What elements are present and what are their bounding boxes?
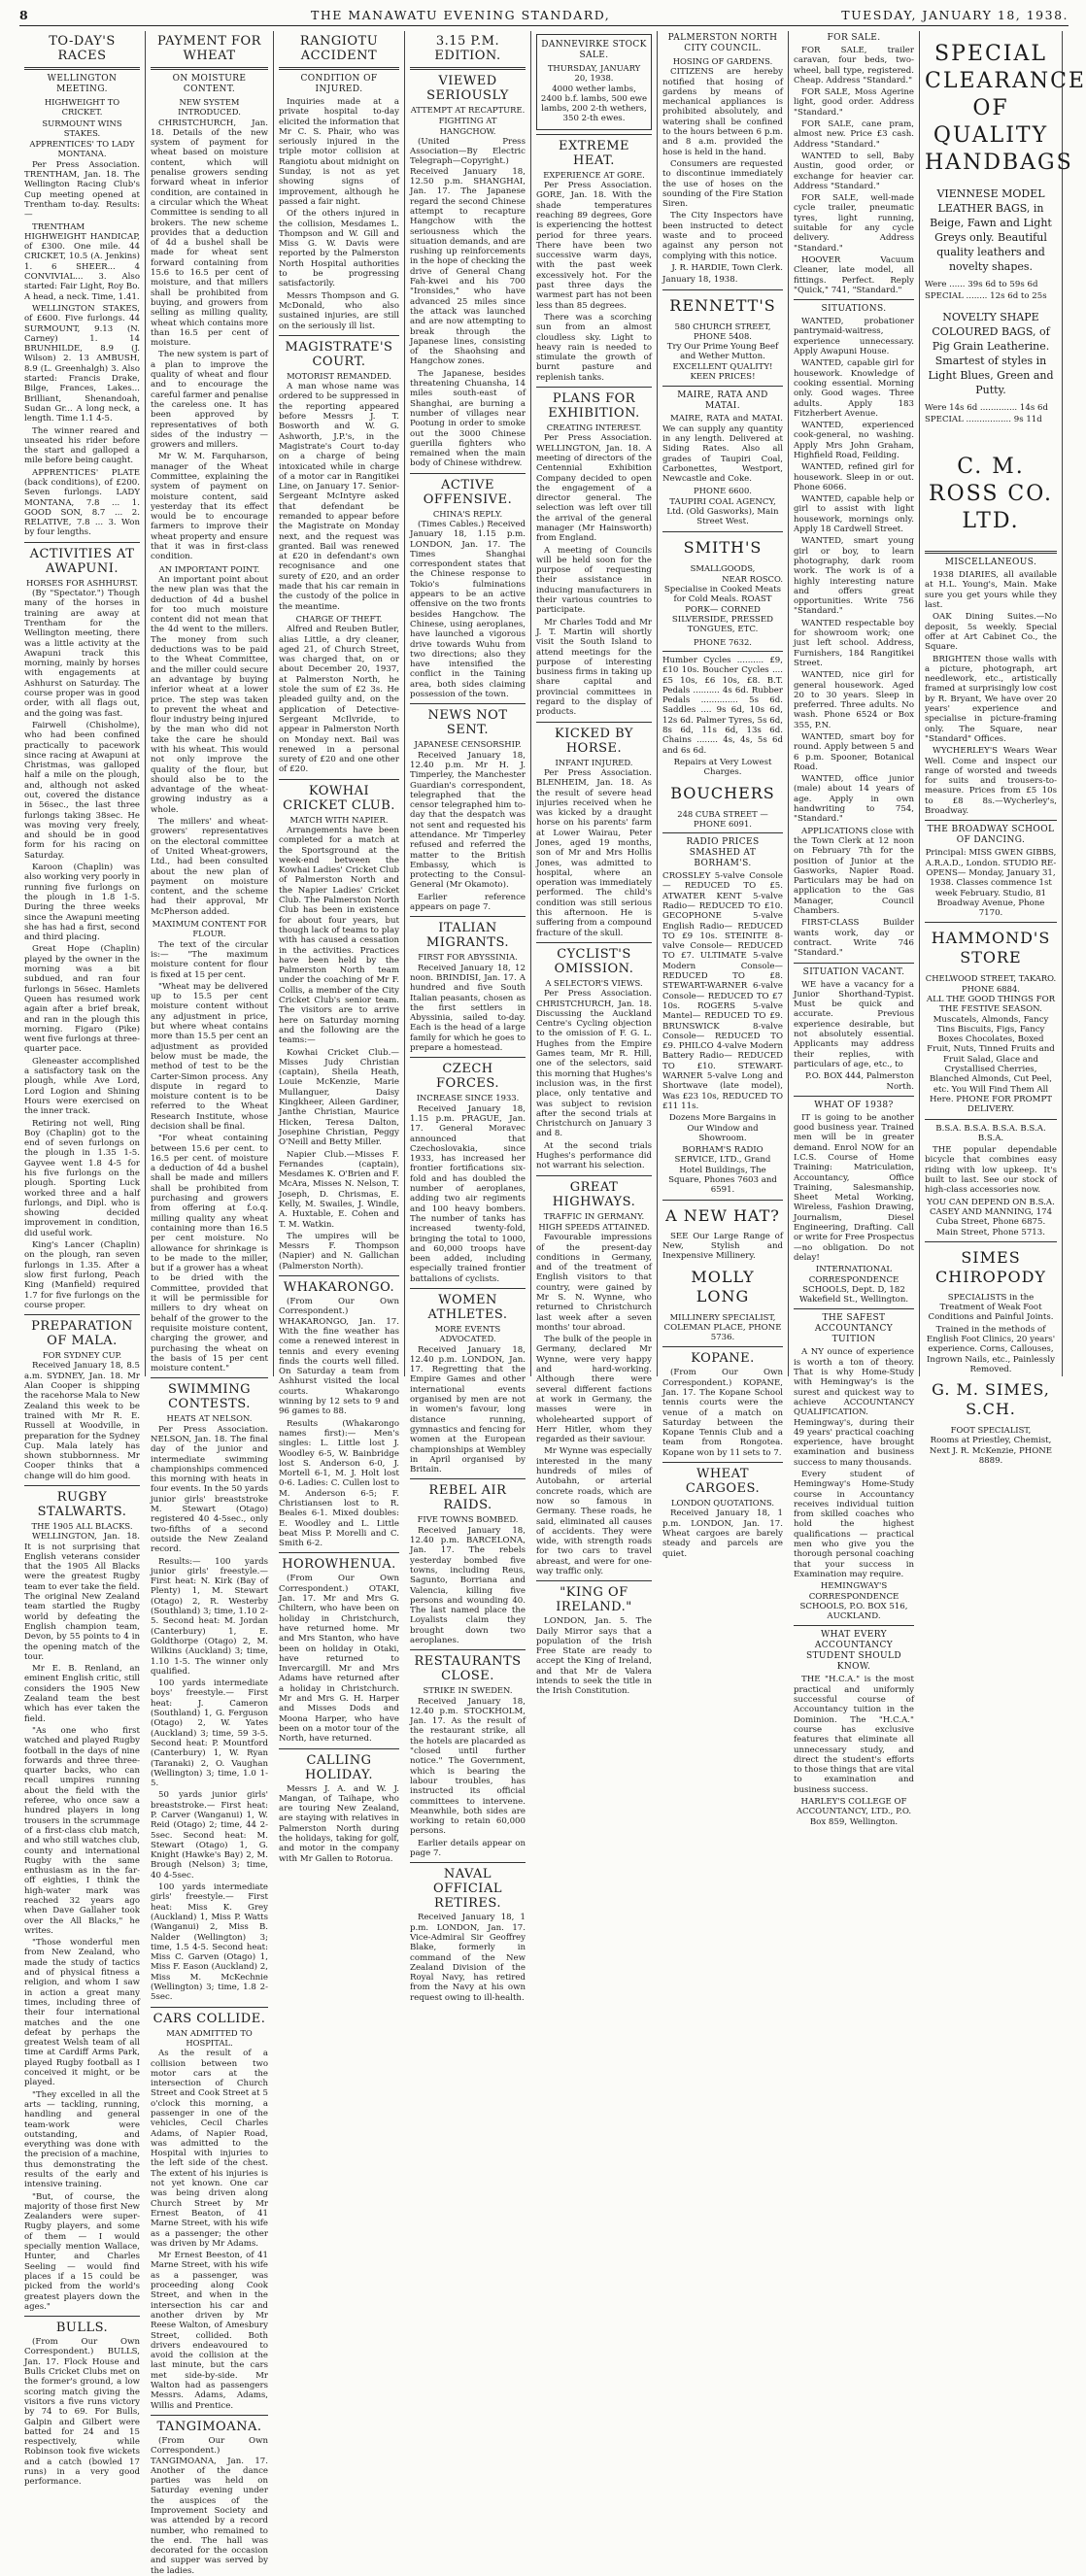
classified-ad: FOR SALE, cane pram, almost new. Price £3 cash. Address "Standard." xyxy=(794,119,914,150)
ad-bouchers: BOUCHERS xyxy=(670,783,775,802)
paragraph: INTERNATIONAL CORRESPONDENCE SCHOOLS, Dept. D, 182 Wakefield St., Wellington. xyxy=(798,1265,909,1305)
paragraph: WELLINGTON STAKES, of £600. Five furlongs. 44 SURMOUNT, 9.13 (N. Carney) 1. 14 BRUNHILDE, 8.9 (J. Wilson) 2. 13 AMBUSH, 8.9 (L. Greenhalgh) 3. Also started: Francis Drake, Bilge, Frances, Lakes... Brilliant, Shenandoah, Sudan Gr... A long neck, a length. Time 1.1 4-5. xyxy=(24,303,140,424)
paragraph: A meeting of Councils will be held soon for the purpose of requesting their assistance in inducing manufacturers in their various countries to participate. xyxy=(536,545,652,616)
column-classifieds xyxy=(789,31,920,1827)
paragraph: Retiring not well, Ring Boy (Chaplin) got to the end of seven furlongs on the plough in 1.35 1-5. Gayvee went 1.8 4-5 for his five furlongs on the plough. Sporting Luck worked three and a half furlongs, and Dipl. who is showing decided improvement in condition, did useful work. xyxy=(24,1118,140,1238)
paragraph: Received January 18, 8.5 a.m. SYDNEY, Jan. 18. Mr Alan Cooper is shipping the racehorse Mala to New Zealand this week to be trained with Mr R. E. Russell at Woodville, in preparation for the Sydney Cup. Mala lately has shown stubbornness. Mr Cooper thinks that a change will do him good. xyxy=(24,1361,140,1481)
caption: HEATS AT NELSON. xyxy=(166,1413,253,1424)
headline-todays-races: TO-DAY'S RACES xyxy=(49,34,116,63)
headline-kicked-by-horse: KICKED BY HORSE. xyxy=(555,726,633,756)
paragraph: SPECIALISTS in the Treatment of Weak Foot Conditions and Painful Joints. xyxy=(928,1292,1054,1323)
caption: NEAR ROSCO. xyxy=(722,573,783,584)
headline-restaurants-close: RESTAURANTS CLOSE. xyxy=(414,1654,522,1684)
column-wheat xyxy=(146,31,274,2576)
classified-ad: WANTED, capable girl for housework. Knowledge of cooking essential. Morning only. Good wages. Three adults. Apply 183 Fitzherbert Avenue. xyxy=(794,358,914,419)
price-line: SPECIAL ........ 12s 6d to 25s xyxy=(925,291,1047,302)
signature: J. R. HARDIE, Town Clerk. xyxy=(671,262,783,273)
paragraph: Principal: MISS GWEN GIBBS, A.R.A.D., London. STUDIO RE-OPENS— Monday, January 31, 1938. Classes commence 1st week February. Studio, 81 Broadway Avenue, Phone 7170. xyxy=(925,848,1057,919)
paragraph: A NY ounce of experience is worth a ton of theory. That is why Home-Study with Hemingway's is the surest and quickest way to achieve ACCOUNTANCY QUALIFICATION. Hemingway's, during their 49 years' practical coaching experience, have brought examination and business success to many thousands. xyxy=(794,1347,914,1468)
paragraph: Mr Ernest Beeston, of 41 Marne Street, with his wife as a passenger, was proceeding along Cook Street, and when in the intersection his car and another driven by Mr Reese Walton, of Amesbury Street, collided. Both drivers endeavoured to avoid the collision at the last minute, but the cars met side-by-side. Mr Walton had as passengers Messrs. Adams, Adams, Willis and Prentice. xyxy=(151,2251,268,2411)
classified-ad: FOR SALE, well-made cycle trailer, pneumatic tyres, light running, suitable for any cycle delivery. Address "Standard." xyxy=(794,193,914,254)
subhead: MISCELLANEOUS. xyxy=(944,558,1037,568)
paragraph: NOVELTY SHAPE COLOURED BAGS, of Pig Grain Leatherine. Smartest of styles in Light Blues, Green and Putty. xyxy=(928,310,1054,396)
paragraph: Dozens More Bargains in Our Window and Showroom. xyxy=(668,1113,777,1143)
headline-rugby: RUGBY STALWARTS. xyxy=(37,1490,127,1519)
headline-cars-collide: CARS COLLIDE. xyxy=(153,2011,266,2026)
subhead: CONDITION OF INJURED. xyxy=(300,74,378,94)
paragraph: (From Our Own Correspondent.) BULLS, Jan. 17. Flock House and Bulls Cricket Clubs met on the former's ground, a low scoring match giving the visitors a five runs victory by 74 to 69. For Bulls, Galpin and Gilbert were batted for 24 and 15 respectively, while Robinson took five wickets and a catch (bowled 17 runs) in a very good performance. xyxy=(24,2337,140,2488)
subhead: THE BROADWAY SCHOOL OF DANCING. xyxy=(927,825,1055,846)
headline-rangiotu: RANGIOTU ACCIDENT xyxy=(299,34,379,63)
paragraph: Earlier reference appears on page 7. xyxy=(410,892,526,913)
caption: FIRST FOR ABYSSINIA. xyxy=(418,952,518,963)
paragraph: Results (Whakarongo names first):— Men's singles: L. Little lost J. Woodley 6-5, W. Bainbridge lost S. Anderson 6-0, J. Mortell 6-1, M. J. Holt lost 0-6. Ladies: C. Cullen lost to M. Anderson 6-5; F. Christiansen lost to R. Beales 6-1. Mixed doubles: E. Woodley and L. Little beat Miss P. Morelli and C. Smith 6-2. xyxy=(279,1418,399,1549)
paragraph: THE popular dependable bicycle that combines easy riding with low upkeep. It's built to last. See our stock of high-class accessories now. xyxy=(925,1145,1057,1196)
paragraph: Messrs J. A. and W. J. Mangan, of Taihape, who are touring New Zealand, are staying with relatives in Palmerston North during the holidays, taking for golf, and motor in the company with Mr Gallen to Rotorua. xyxy=(279,1783,399,1864)
caption: A SELECTOR'S VIEWS. xyxy=(545,977,643,988)
classified-ad: HOOVER Vacuum Cleaner, late model, all fittings. Perfect. Reply "Quick," 741, "Standard." xyxy=(794,254,914,295)
headline-mala: PREPARATION OF MALA. xyxy=(31,1319,133,1349)
paragraph: (By "Spectator.") Though many of the horses in training are away at Trentham for the Wellington meeting, there was a little activity at the Awapuni track this morning, mainly by horses with engagements at Ashhurst on Saturday. The course proper was in good order, with all flags out, and the going was fast. xyxy=(24,589,140,719)
ad-handbags-headline: SPECIAL CLEARANCE OF QUALITY HANDBAGS xyxy=(925,42,1086,175)
ad-smiths: SMITH'S xyxy=(683,537,763,557)
headline-rebel-air-raids: REBEL AIR RAIDS. xyxy=(428,1483,507,1513)
paragraph: As the result of a collision between two motor cars at the intersection of Church Street and Cook Street at 5 o'clock this morning, a passenger in one of the vehicles, Cecil Charles Adams, of Napier Road, was admitted to the Hospital with injuries to the left side of the chest. The extent of his injuries is not yet known. One car was being driven along Church Street by Mr Ernest Beaton, of 41 Marne Street, with his wife as a passenger; the other was driven by Mr Adams. xyxy=(151,2049,268,2249)
paragraph: Rooms at Priestley, Chemist, Next J. R. McKenzie, PHONE 8889. xyxy=(929,1436,1053,1467)
subhead: PALMERSTON NORTH CITY COUNCIL. xyxy=(667,33,778,53)
ad-molly-long: MOLLY LONG xyxy=(691,1267,755,1305)
phone-number: PHONE 7632. xyxy=(694,636,752,647)
paragraph: LONDON, Jan. 5. The Daily Mirror says that a population of the Irish Free State are ready to accept the King of Ireland, and that Mr de Valera intends to seek the title in the Irish Constitution. xyxy=(536,1616,652,1697)
paragraph: The text of the circular is:— "The maximum moisture content for flour is fixed at 15 per cent. xyxy=(151,939,268,980)
paragraph: The umpires will be Messrs F. Thompson (Napier) and N. Gallichan (Palmerston North). xyxy=(279,1231,399,1271)
headline-italian-migrants: ITALIAN MIGRANTS. xyxy=(425,921,510,951)
paragraph: The Japanese, besides threatening Chuansha, 14 miles south-east of Shanghai, are burning a number of villages near Pootung in order to smoke out the 3000 Chinese guerilla fighters who remained when the main body of Chinese withdrew. xyxy=(410,368,526,469)
caption: TRAFFIC IN GERMANY. xyxy=(543,1210,645,1221)
paragraph: CHRISTCHURCH, Jan. 18. Details of the new system of payment for wheat based on moisture content, which will penalise growers sending forward wheat in inferior condition, are contained in a circular which the Wheat Committee is sending to all brokers. The new scheme provides that a deduction of 4d a bushel shall be made for wheat sent forward containing from 15.6 to 16.5 per cent of moisture, and that millers shall be prohibited from buying, and growers from selling as milling quality, wheat which contains more than 16.5 per cent of moisture. xyxy=(151,118,268,349)
headline-awapuni: ACTIVITIES AT AWAPUNI. xyxy=(29,546,135,576)
headline-active-offensive: ACTIVE OFFENSIVE. xyxy=(423,477,513,507)
caption: FIGHTING AT HANGCHOW. xyxy=(438,116,497,136)
caption: INCREASE SINCE 1933. xyxy=(416,1093,520,1103)
subhead: FOR SALE. xyxy=(827,33,881,43)
subhead: THE SAFEST ACCOUNTANCY TUITION xyxy=(814,1313,894,1345)
headline-cyclists-omission: CYCLIST'S OMISSION. xyxy=(554,946,634,976)
classified-ad: FIRST-CLASS Builder wants work, day or contract. Write 746 "Standard." xyxy=(794,918,914,959)
paragraph: 100 yards intermediate girls' freestyle.— First heat: Miss K. Grey (Auckland) 1, Miss P. Watts (Wanganui) 2, Miss B. Nalder (Wellington) 3; time, 1.5 4-5. Second heat: Miss C. Garven (Otago) 1, Miss F. Eason (Auckland) 2, Miss M. McKechnie (Wellington) 3; time, 1.8 2-5sec. xyxy=(151,1882,268,2003)
classified-ad: APPLICATIONS close with the Town Clerk at 12 noon on February 7th for the position of Junior at the Gasworks, Napier Road. Particulars may be had on application to the Gas Manager, Council Chambers. xyxy=(794,826,914,917)
phone-number: PHONE 6600. xyxy=(694,486,752,496)
caption: 248 CUBA STREET — PHONE 6091. xyxy=(677,808,768,829)
caption: MAN ADMITTED TO HOSPITAL. xyxy=(166,2027,253,2048)
column-display-ads xyxy=(920,31,1086,1467)
paragraph: CITIZENS are hereby notified that hosing of gardens by means of mechanical appliances is prohibited absolutely, and watering shall be confined to the hours between 6 p.m. and 8 a.m. provided the hose is held in the hand. xyxy=(662,67,783,157)
classified-ad: WANTED, smart boy for round. Apply between 5 and 6 p.m. Spooner, Botanical Road. xyxy=(794,732,914,772)
paragraph: Try Our Prime Young Beef and Wether Mutton. EXCELLENT QUALITY! KEEN PRICES! xyxy=(666,342,779,383)
paragraph: 50 yards junior girls' breaststroke.— First heat: P. Carver (Wanganui) 1, W. Reid (Otago) 2; time, 44 2-5sec. Second heat: M. Stewart (Otago) 1, G. Knight (Hawke's Bay) 2, M. Brough (Nelson) 3; time, 40 4-5sec. xyxy=(151,1790,268,1881)
paragraph: A man whose name was ordered to be suppressed in the reporting appeared before Messrs J. T. Bosworth and W. G. Ashworth, J.P.'s, in the Magistrate's Court to-day on a charge of being intoxicated while in charge of a motor car in Rangitikei Line, on January 17. Senior-Sergeant McIntyre asked that defendant be remanded to appear before the Magistrate on Monday next, and the request was granted. Bail was renewed at £20 in defendant's own recognisance and one surety of £20, and an order made that his car remain in the custody of the police in the meantime. xyxy=(279,382,399,612)
paragraph: (From Our Own Correspondent.) OTAKI, Jan. 17. Mr and Mrs G. Chiltern, who have been on holiday in Christchurch, have returned home. Mr and Mrs Stanton, who have been on holiday in Otaki, have returned to Invercargill. Mr and Mrs Adams have returned after a holiday in Christchurch. Mr and Mrs G. H. Harper and Misses Dods and Moona Harper, who have been on a motor tour of the North, have returned. xyxy=(279,1574,399,1745)
issue-date: TUESDAY, JANUARY 18, 1938. xyxy=(841,8,1069,22)
paragraph: 100 yards intermediate boys' freestyle.— First heat: J. Cameron (Southland) 1, G. Ferguson (Otago) 2, W. Yates (Auckland) 3; time, 59 3-5. Second heat: P. Mountford (Canterbury) 1, W. Ryan (Taranaki) 2, O. Vaughan (Wellington) 3; time, 1.0 1-5. xyxy=(151,1678,268,1789)
subhead: RADIO PRICES SMASHED AT BORHAM'S. xyxy=(686,837,760,869)
paragraph: Received January 18, 12.40 p.m. STOCKHOLM, Jan. 17. As the result of the restaurant strike, all the hotels are placarded as "closed until further notice." The Government, which is bearing the labour troubles, has instructed its official committees to intervene. Meanwhile, both sides are working to retain 60,000 persons. xyxy=(410,1696,526,1837)
subhead: WHAT OF 1938? xyxy=(814,1100,894,1110)
paragraph: Mr W. M. Farquharson, manager of the Wheat Committee, explaining the system of payment on moisture content, said yesterday that its effect would be to encourage farmers to improve their wheat property and ensure that it was in first-class condition. xyxy=(151,452,268,562)
headline-wheat: PAYMENT FOR WHEAT xyxy=(157,34,261,63)
headline-calling-holiday: CALLING HOLIDAY. xyxy=(304,1752,374,1782)
ad-hammonds: HAMMOND'S STORE xyxy=(931,929,1051,967)
price-line: SPECIAL ................. 9s 11d xyxy=(925,414,1042,424)
column-rangiotu xyxy=(274,31,405,1864)
ad-new-hat: A NEW HAT? xyxy=(665,1205,780,1225)
classified-ad: FOR SALE, trailer caravan, four beds, two-wheel, ball type, registered. Cheap. Address "Standard." xyxy=(794,46,914,85)
caption: APPRENTICES' TO LADY MONTANA. xyxy=(29,139,135,159)
caption: MORE EVENTS ADVOCATED. xyxy=(434,1323,501,1344)
paragraph: Of the others injured in the collision, Mesdames L. Thompson and W. Gill and Miss G. W. Davis were reported by the Palmerston North Hospital authorities to be progressing satisfactorily. xyxy=(279,209,399,289)
subhead: SITUATION VACANT. xyxy=(802,966,905,977)
paragraph: IT is going to be another good business year. Trained men will be in greater demand. Enrol NOW for an I.C.S. Course of Home Training: Matriculation, Accountancy, Office Training, Salesmanship, Sheet Metal Working, Wireless, Fashion Drawing, Journalism, Diesel Engineering, Drafting. Call or write for Free Prospectus—no obligation. Do not delay! xyxy=(794,1112,914,1263)
paragraph: Received January 18, 12.40 p.m. LONDON, Jan. 17. Regretting that the Empire Games and other international events organised by men are not in women's favour, long distance running, gymnastics and fencing for women at the European championships at Wembley in April organised by Britain. xyxy=(410,1344,526,1475)
paragraph: Trained in the methods of English Foot Clinics, 20 years' experience. Corns, Callouses, Ingrown Nails, etc., Painlessly Removed. xyxy=(926,1324,1056,1374)
subhead: ON MOISTURE CONTENT. xyxy=(172,74,247,94)
paragraph: CROSSLEY 5-valve Console— REDUCED TO £5. ATWATER KENT 5-valve Radio— REDUCED TO £10. GECOPHONE 5-valve English Radio— REDUCED TO £9 10s. STEINITE 8-valve Console— REDUCED TO £7. ULTIMATE 5-valve Modern Console— REDUCED TO £8. STEWART-WARNER 6-valve Console— REDUCED TO £7 10s. ROGERS 5-valve Mantel— REDUCED TO £9. BRUNSWICK 8-valve Console— REDUCED TO £9. PHILCO 4-valve Modern Battery Radio— REDUCED TO £10. STEWART-WARNER 5-valve Long and Shortwave (late model), Was £23 10s, REDUCED TO £11 11s. xyxy=(662,871,783,1111)
caption: CHELWOOD STREET, TAKARO. PHONE 6884. xyxy=(925,973,1057,994)
paragraph: Per Press Association. BLENHEIM, Jan. 18. As the result of severe head injuries received when he was kicked by a draught horse on his parents' farm at Lower Wairau, Peter Jones, aged 19 months, son of Mr and Mrs Hollis Jones, was admitted to hospital, where an operation was immediately performed. The child's condition was still serious this afternoon. He is suffering from a compound fracture of the skull. xyxy=(536,767,652,938)
caption: THE 1905 ALL BLACKS. xyxy=(31,1521,133,1531)
paragraph: VIENNESE MODEL LEATHER BAGS, in Beige, Fawn and Light Greys only. Beautiful quality leathers and novelty shapes. xyxy=(930,187,1052,273)
headline-women-athletes: WOMEN ATHLETES. xyxy=(427,1292,508,1322)
page-number: 8 xyxy=(19,8,30,22)
caption: FIVE TOWNS BOMBED. xyxy=(417,1514,519,1525)
paragraph: Received January 18, 12 noon. BRINDISI, Jan. 17. A hundred and five South Italian peasants, chosen as the first settlers in Abyssinia, sailed to-day. Each is the head of a large family for which he goes to prepare a homestead. xyxy=(410,963,526,1054)
paragraph: The millers' and wheat-growers' representatives on the electoral committee of United Wheat-growers, Ltd., had been consulted about the new plan of payment on moisture content, and the scheme had their approval, Mr McPherson added. xyxy=(151,817,268,917)
caption: CREATING INTEREST. xyxy=(546,423,642,433)
paragraph: APPRENTICES' PLATE (back conditions), of £200. Seven furlongs. LADY MONTANA, 7.8 ... 1. GOOD SON, 8.7 ... 2. RELATIVE, 7.8 ... 3. Won by four lengths. xyxy=(24,467,140,538)
paragraph: THE "H.C.A." is the most practical and uniformly successful course of Accountancy tuition in the Dominion. The "H.C.A." course has exclusive features that eliminate all unnecessary study, and direct the student's efforts to those things that are vital to examination and business success. xyxy=(794,1675,914,1795)
caption: FOR SYDNEY CUP. xyxy=(42,1350,122,1361)
caption: NEW SYSTEM INTRODUCED. xyxy=(178,97,241,118)
classified-ad: WANTED respectable boy for showroom work; one just left school. Address, Furnishers, 184 Rangitikei Street. xyxy=(794,618,914,668)
paragraph: Karoon (Chaplin) was also working very poorly in running five furlongs on the plough in 1.8 1-5. During the three weeks since the Awapuni meeting she has had a first, second and third placing. xyxy=(24,863,140,943)
caption: CHINA'S REPLY. xyxy=(432,508,503,519)
caption: STRIKE IN SWEDEN. xyxy=(423,1685,513,1696)
paragraph: The City Inspectors have been instructed to detect waste and to proceed against any person not complying with this notice. xyxy=(662,211,783,261)
caption: MOTORIST REMANDED. xyxy=(287,370,391,381)
paragraph: Arrangements have been completed for a match at the Sportsground at the week-end between the Kowhai Ladies' Cricket Club of Palmerston North and the Napier Ladies' Cricket Club. The Palmerston North Club has been in existence for about four years, but though lack of teams to play with has caused a cessation in the activities. Practices have been held by the Palmerston North team under the coaching of Mr F. Collis, a member of the City Cricket Club's senior team. The visitors are to arrive here on Saturday morning and the following are the teams:— xyxy=(279,826,399,1046)
paragraph: Alfred and Reuben Butler, alias Little, a dry cleaner, aged 21, of Church Street, was charged that, on or about December 20, 1937, at Palmerston North, he stole the sum of £2 3s. He pleaded guilty and, on the application of Detective-Sergeant McIlvride, to appear in Palmerston North on Monday next. Bail was renewed in a personal surety of £20 and one other of £20. xyxy=(279,625,399,775)
headline-exhibition: PLANS FOR EXHIBITION. xyxy=(548,391,640,422)
caption: HORSES FOR ASHHURST. xyxy=(26,577,138,588)
notice-date: January 18, 1938. xyxy=(662,275,738,286)
headline-viewed-seriously: VIEWED SERIOUSLY xyxy=(426,74,509,103)
headline-great-highways: GREAT HIGHWAYS. xyxy=(552,1179,636,1209)
classified-ad: WANTED, office junior (male) about 14 years of age. Apply in own handwriting to 754, "Standard." xyxy=(794,774,914,825)
paragraph: Per Press Association. WELLINGTON, Jan. 18. A meeting of directors of the Centennial Exhibition Company decided to open the engagement of a director general. The selection was left over till the arrival of the general manager (Mr Hainsworth) from England. xyxy=(536,433,652,544)
paragraph: Per Press Association. GORE, Jan. 18. With the shade temperatures reaching 89 degrees, Gore is experiencing the hottest period for three years. There have been two successive warm days, with the past week excessively hot. For the past three days the warmest part has not been less than 85 degrees. xyxy=(536,181,652,311)
paragraph: COLEMAN PLACE, PHONE 5736. xyxy=(663,1322,782,1343)
headline-news-not-sent: NEWS NOT SENT. xyxy=(427,708,508,738)
paragraph: The new system is part of a plan to improve the quality of wheat and flour and to encourage the careful farmer and penalise the careless one. It has been approved by representatives of both sides of the industry — growers and millers. xyxy=(151,350,268,451)
caption: HIGHWEIGHT TO CRICKET. xyxy=(44,97,120,118)
ad-rennetts: RENNETT'S xyxy=(669,295,776,315)
paragraph: At the second trials Hughes's performance did not warrant his selection. xyxy=(536,1140,652,1171)
classified-ad: WANTED, experienced cook-general, no washing. Apply Mrs John Graham, Highfield Road, Feilding. xyxy=(794,421,914,460)
paragraph: "But, of course, the majority of those first New Zealanders were super-Rugby players, and some of them — I would specially mention Wallace, Hunter, and Charles Seeling — would find places if a 15 could be picked from the world's greatest players down the ages." xyxy=(24,2191,140,2312)
paragraph: Earlier details appear on page 7. xyxy=(410,1838,526,1859)
caption: MATCH WITH NAPIER. xyxy=(289,814,389,825)
ad-cm-ross: C. M. ROSS CO. LTD. xyxy=(929,455,1053,534)
paragraph: HARLEY'S COLLEGE OF ACCOUNTANCY, LTD., P.O. Box 859, Wellington. xyxy=(796,1797,912,1827)
subhead: WELLINGTON MEETING. xyxy=(47,74,118,94)
classified-ad: 1938 DIARIES, all available at H.L. Young's, Main. Make sure you get yours while they last. xyxy=(925,570,1057,611)
caption: 580 CHURCH STREET, PHONE 5408. xyxy=(674,321,771,341)
paragraph: Favourable impressions of the present-day conditions in Germany, and of the treatment of English visitors to that country, were gained by Mr S. N. Wynne, who returned to Christchurch last week after a seven months' tour abroad. xyxy=(536,1233,652,1333)
column-notices xyxy=(658,31,789,1559)
paragraph: Gleneaster accomplished a satisfactory task on the plough, while Ave Lord, Lord Logion and Shining Hours were exercised on the inner track. xyxy=(24,1056,140,1117)
caption: JAPANESE CENSORSHIP. xyxy=(414,739,522,750)
paragraph: Per Press Association. TRENTHAM, Jan. 18. The Wellington Racing Club's Cup meeting opened at Trentham to-day. Results:— xyxy=(24,159,140,220)
price-line: Were ...... 39s 6d to 59s 6d xyxy=(925,280,1038,289)
paragraph: WE have a vacancy for a Junior Shorthand-Typist. Must be quick and accurate. Previous experience desirable, but not absolutely essential. Applicants may address their replies, with particulars of age, etc., to xyxy=(794,979,914,1069)
paragraph: King's Lancer (Chaplin) on the plough, ran seven furlongs in 1.35. After a slow first furlong, Peach King (Manfield) required 1.7 for five furlongs on the course proper. xyxy=(24,1240,140,1310)
paragraph: Received January 18, 1 p.m. LONDON, Jan. 17. Vice-Admiral Sir Geoffrey Blake, formerly in command of the New Zealand Division of the Royal Navy, has retired from the Navy at his own request owing to ill-health. xyxy=(410,1913,526,2003)
bsa-banner: B.S.A. B.S.A. B.S.A. B.S.A. B.S.A. xyxy=(935,1123,1046,1143)
paragraph: TAUPIRI COAL AGENCY, Ltd. (Old Gasworks), Main Street West. xyxy=(666,496,779,527)
paragraph: (From Our Own Correspondent.) WHAKARONGO, Jan. 17. With the fine weather has come a renewed interest in tennis and every evening finds the courts well filled. On Saturday a team from Ashhurst visited the local courts. Whakarongo winning by 12 sets to 9 and 96 games to 88. xyxy=(279,1297,399,1417)
headline-edition: 3.15 P.M. EDITION. xyxy=(434,34,501,63)
masthead xyxy=(19,8,1069,26)
headline-king-of-ireland: "KING OF IRELAND." xyxy=(556,1585,632,1615)
subhead: SITUATIONS. xyxy=(821,304,887,315)
paragraph: "Wheat may be delivered up to 15.5 per cent moisture content without any adjustment in price, but where wheat contains more than 15.5 per cent an adjustment as provided below must be made, the method of test to be the Carter-Simon process. Any dispute in regard to moisture content is to be referred to the Wheat Research Institute, whose decision shall be final. xyxy=(151,981,268,1132)
subhead: WHAT EVERY ACCOUNTANCY STUDENT SHOULD KNOW. xyxy=(805,1630,902,1673)
paragraph: Mr Charles Todd and Mr J. T. Martin will shortly visit the South Island to attend meetings for the purpose of interesting business firms in taking up share capital and provincial committees in regard to the display of products. xyxy=(536,617,652,718)
headline-horowhenua: HOROWHENUA. xyxy=(282,1557,396,1573)
caption: EXPERIENCE AT GORE. xyxy=(543,169,645,180)
paragraph: Great Hope (Chaplin) played by the owner in the morning was a bit subdued, and ran four furlongs in 56sec. Hamlets Queen has resumed work again after a brief break, and ran in the plough this morning. Figaro (Pike) went five furlongs at three-quarter pace. xyxy=(24,944,140,1055)
caption: ATTEMPT AT RECAPTURE. xyxy=(410,105,526,115)
column-races xyxy=(19,31,146,2488)
classified-ad: OAK Dining Suites.—No deposit, 5s weekly. Special offer at Art Cabinet Co., the Square. xyxy=(925,612,1057,653)
paragraph: "For wheat containing between 15.6 per cent. to 16.5 per cent. of moisture a deduction of 4d a bushel shall be made and millers shall be prohibited from purchasing and growers from offering at f.o.q. milling quality any wheat containing more than 16.5 per cent moisture. No allowance for shrinkage is to be made to the miller, but if a grower has a wheat to be dried with the Committee, provided that it will be permissible for millers to dry wheat on behalf of the grower to the requisite moisture content, charging the grower, and purchasing the wheat on the basis of 15 per cent moisture content." xyxy=(151,1134,268,1374)
classified-ad: WYCHERLEY'S Wears Wear Well. Come and inspect our range of worsted and tweeds for suits and trousers-to-measure. Prices from £5 10s to £8 8s.—Wycherley's, Broadway. xyxy=(925,746,1057,817)
paragraph: Fairwell (Chisholme), who had been confined practically to pacework since racing at Awapuni at Christmas, was galloped half a mile on the plough, and, although not asked out, covered the distance in 56sec., the last three furlongs taking 38sec. He was moving very freely, and should be in good form for his racing on Saturday. xyxy=(24,720,140,861)
paragraph: There was a scorching sun from an almost cloudless sky. Light to heavy rain is needed to stimulate the growth of burnt pasture and replenish tanks. xyxy=(536,312,652,383)
paragraph: SEE Our Large Range of New, Stylish and Inexpensive Millinery. xyxy=(662,1231,783,1262)
paragraph: Humber Cycles .......... £9, £10 10s. Boucher Cycles .... £5 10s, £6 10s, £8. B.T. Pedals .......... 4s 6d. Rubber Pedals .............. 5s 6d. Saddles .... 9s 6d, 10s 6d, 12s 6d. Palmer Tyres, 5s 6d, 8s 6d, 11s 6d, 13s 6d. Chains ........ 4s, 4s, 5s 6d and 6s 6d. xyxy=(662,655,783,756)
paragraph: Every student of Hemingway's Home-Study course in Accountancy receives individual tuition from skilled coaches who hold the highest qualifications — practical men who give you the thorough personal coaching that your success in Examination may require. xyxy=(794,1470,914,1579)
caption: SURMOUNT WINS STAKES. xyxy=(42,118,122,138)
classified-ad: WANTED, nice girl for general housework. Aged 20 to 30 years. Sleep in preferred. Three adults. No wash. Phone 6524 or Box 355, P.N. xyxy=(794,670,914,730)
paragraph: HEMINGWAY'S CORRESPONDENCE SCHOOLS, P.O. BOX 516, AUCKLAND. xyxy=(799,1581,908,1622)
caption: FOOT SPECIALIST, xyxy=(950,1425,1032,1436)
paragraph: The winner reared and unseated his rider before the start and galloped a mile before being caught. xyxy=(24,425,140,466)
headline-kopane: KOPANE. xyxy=(691,1351,755,1367)
classified-ad: WANTED, probationer pantrymaid-waitress, experience unnecessary. Apply Awapuni House. xyxy=(794,317,914,357)
paragraph: Received January 18, 12.40 p.m. BARCELONA, Jan. 17. The rebels yesterday bombed five towns, including Reus, Sagunto, Borriana and Valencia, killing five persons and wounding 40. The last named place the Loyalists claim they brought down two aeroplanes. xyxy=(410,1525,526,1645)
paragraph: Received January 18, 1 p.m. LONDON, Jan. 17. Wheat cargoes are barely steady and parcels are quiet. xyxy=(662,1508,783,1559)
classified-ad: WANTED, smart young girl or boy, to learn photography, dark room work. The work is of a highly interesting nature and offers great opportunities. Write 756 "Standard." xyxy=(794,536,914,617)
headline-whakarongo: WHAKARONGO. xyxy=(283,1280,395,1296)
paragraph: Repairs at Very Lowest Charges. xyxy=(673,757,772,778)
headline-naval-official: NAVAL OFFICIAL RETIRES. xyxy=(433,1867,502,1912)
headline-czech-forces: CZECH FORCES. xyxy=(436,1062,499,1092)
headline-swimming: SWIMMING CONTESTS. xyxy=(168,1382,251,1412)
paragraph: (From Our Own Correspondent.) TANGIMOANA, Jan. 17. Another of the dance parties was held on Saturday evening under the auspices of the Improvement Society and was attended by a record number, who remained to the end. The hall was decorated for the occasion and supper was served by the ladies. xyxy=(151,2435,268,2576)
paragraph: "As one who first watched and played Rugby football in the days of nine forwards and three three-quarter backs, who can recall umpires running about the field with the referee, who once saw a hundred players in long trousers in the scrummage of a first-class club match, and who still watches club, county and international Rugby with the same enthusiasm as in the far-off eighties, I think the high-water mark was reached 32 years ago when Dave Gallaher took over the All Blacks," he writes. xyxy=(24,1725,140,1936)
column-local-news xyxy=(531,31,658,1697)
headline-wheat-cargoes: WHEAT CARGOES. xyxy=(685,1467,761,1497)
paragraph: (Times Cables.) Received January 18, 1.15 p.m. LONDON, Jan. 17. The Times Shanghai correspondent states that the Chinese response to Tokio's fulminations appears to be an active offensive on the two fronts besides Hangchow. The Chinese, using aeroplanes, have launched a vigorous drive towards Wuhu from two directions; also they have intensified the conflict in the Taining area, both sides claiming possession of the town. xyxy=(410,519,526,700)
paragraph: WELLINGTON, Jan. 18. It is not surprising that English veterans consider that the 1905 All Blacks were the greatest Rugby team to ever take the field. The original New Zealand team startled the Rugby world by defeating the English champion team, Devon, by 55 points to 4 in the opening match of the tour. xyxy=(24,1532,140,1662)
paragraph: An important point about the new plan was that the deduction of 4d a bushel for too much moisture content did not mean that the 4d went to the millers. The money from such deductions was to be paid to the Wheat Committee, and the miller could secure an advantage by buying inferior wheat at a lower price. The step was taken to prevent the wheat and flour industry being injured by the man who did not take the care he should with his wheat. This would not only improve the quality of the flour, but should also be to the advantage of the wheat-growing industry as a whole. xyxy=(151,574,268,815)
headline-tangimoana: TANGIMOANA. xyxy=(156,2419,262,2434)
paragraph: Mr E. B. Renland, an eminent English critic, still considers the 1905 New Zealand team the best which has ever taken the field. xyxy=(24,1664,140,1724)
classified-ad: FOR SALE, Moss Agerine light, good order. Address "Standard." xyxy=(794,87,914,118)
paragraph: Consumers are requested to discontinue immediately the use of hoses on the sounding of the Fire Station Siren. xyxy=(662,158,783,210)
caption: AN IMPORTANT POINT. xyxy=(158,563,260,574)
paragraph: Napier Club.—Misses F. Fernandes (captain), Mesdames K. O'Brien and F. McAra, Misses N. Nelson, T. Joseph, D. Chrismas, E. Kelly, M. Swailes, J. Windle, A. Huxtable, E. Cohen and T. M. Watkin. xyxy=(279,1149,399,1230)
paragraph: Mr Wynne was especially interested in the many hundreds of miles of Autobahn, or arterial concrete roads, which are now so famous in Germany. These roads, he said, eliminated all causes of accidents. They were wide, with strength roads for two cars to travel abreast, and were for one-way traffic only. xyxy=(536,1446,652,1576)
classified-ad: WANTED, capable help or girl to assist with light housework, mornings only. Apply 18 Cardwell Street. xyxy=(794,494,914,535)
subhead: DANNEVIRKE STOCK SALE. xyxy=(541,40,647,60)
paragraph: Received January 18, 12.40 p.m. Mr H. J. Timperley, the Manchester Guardian's correspondent, telegraphed that the censor telegraphed him to-day that the despatch was not sent and requested his attendance. Mr Timperley refused and referred the matter to the British Embassy, which is protecting to the Consul-General (Mr Okamoto). xyxy=(410,750,526,891)
price-line: Were 14s 6d .............. 14s 6d xyxy=(925,402,1048,413)
classified-ad: WANTED, refined girl for housework. Sleep in or out. Phone 6066. xyxy=(794,462,914,492)
paragraph: The bulk of the people in Germany, declared Mr Wynne, were very happy and hard-working. Although there were several different factions at work in Germany, the masses were in wholehearted support of Herr Hitler, whom they regarded as their saviour. xyxy=(536,1335,652,1445)
stock-sale-notice xyxy=(536,34,652,130)
caption: MAXIMUM CONTENT FOR FLOUR. xyxy=(152,919,267,939)
paragraph: "Those wonderful men from New Zealand, who made the study of tactics and of physical fitness a religion, and whom I saw in action a great many times, including three of their four international matches and the one defeat by perhaps the greatest Welsh team of all time at Cardiff Arms Park, played Rugby football as I conceived it might, or be played. xyxy=(24,1938,140,2088)
caption: THURSDAY, JANUARY 20, 1938. xyxy=(547,63,641,84)
caption: CHARGE OF THEFT. xyxy=(295,613,383,624)
paper-name: THE MANAWATU EVENING STANDARD, xyxy=(311,8,611,22)
paragraph: Per Press Association. CHRISTCHURCH, Jan. 18. Discussing the Auckland Centre's Cycling objection to the omission of F. G. L. Hughes from the Empire Games team, Mr R. Hill, one of the selectors, said this morning that Hughes's inclusion was, in the first place, only tentative and was subject to revision after the second trials at Christchurch on January 3 and 8. xyxy=(536,989,652,1139)
ad-simes-chiropody: SIMES CHIROPODY xyxy=(935,1247,1046,1286)
paragraph: ALL THE GOOD THINGS FOR THE FESTIVE SEASON. Muscatels, Almonds, Fancy Tins Biscuits, Figs, Fancy Boxes Chocolates, Boxed Fruit, Nuts, Tinned Fruits and Fruit Salad, Glace and Crystallised Cherries, Blanched Almonds, Cut Peel, etc. You Will Find Them All Here. PHONE FOR PROMPT DELIVERY. xyxy=(926,994,1056,1115)
headline-magistrate: MAGISTRATE'S COURT. xyxy=(285,339,393,369)
caption: INFANT INJURED. xyxy=(555,757,633,767)
paragraph: YOU CAN DEPEND ON B.S.A. CASEY AND MANNING, 174 Cuba Street, Phone 6875. Main Street, Phone 5713. xyxy=(927,1197,1055,1237)
column-cables xyxy=(405,31,531,2003)
classified-ad: BRIGHTEN those walls with a picture, photograph, art needlework, etc., artistically framed at surprisingly low cost by R. Bryant, We have over 20 years' experience and specialise in picture-framing only. The Square, near "Standard" Offices. xyxy=(925,654,1057,744)
paragraph: (United Press Association—By Electric Telegraph—Copyright.) Received January 18, 12.50 p.m. SHANGHAI, Jan. 17. The Japanese regard the second Chinese attempt to recapture Hangchow with the seriousness which the situation demands, and are rushing up reinforcements in the hope of checking the drive of General Chang Fah-kwei and his 700 "Ironsides," who have advanced 25 miles since the attack was launched and are now attempting to break through the Japanese lines, consisting of the Shaohsing and Hangchow zones. xyxy=(410,136,526,367)
paragraph: Specialise in Cooked Meats for Cold Meals. ROAST PORK— CORNED SILVERSIDE, PRESSED TONGUES, ETC. xyxy=(663,585,782,635)
caption: HIGH SPEEDS ATTAINED. xyxy=(538,1221,650,1232)
paragraph: TRENTHAM HIGHWEIGHT HANDICAP, of £300. One mile. 44 CRICKET, 10.5 (A. Jenkins) 1. 6 SHEER... 4 CONVIVIAL... 3. Also started: Fair Light, Roy Bo. A head, a neck. Time, 1.41. xyxy=(24,221,140,302)
caption: MILLINERY SPECIALIST, xyxy=(669,1311,776,1322)
caption: SMALLGOODS, xyxy=(690,562,756,573)
paragraph: Results:— 100 yards junior girls' freestyle.— First heat: N. Kirk (Bay of Plenty) 1, M. Stewart (Otago) 2, R. Westerby (Southland) 3; time, 1.10 2-5. Second heat: M. Jordan (Canterbury) 1, E. Goldthorpe (Otago) 2, M. Wilkins (Auckland) 3; time, 1.10 1-5. The winner only qualified. xyxy=(151,1556,268,1677)
paragraph: Received January 18, 1.15 p.m. PRAGUE, Jan. 17. General Moravec announced that Czechoslovakia, since 1933, has increased her frontier fortifications six-fold and has doubled the number of aeroplanes, adding two air regiments and 100 heavy bombers. The number of tanks has increased twenty-fold, bringing the total to 1000, and 60,000 troops have been added, including especially trained frontier battalions of cyclists. xyxy=(410,1103,526,1284)
headline-kowhai: KOWHAI CRICKET CLUB. xyxy=(283,783,395,813)
paragraph: P.O. BOX 444, Palmerston North. xyxy=(804,1071,914,1092)
paragraph: MAIRE, RATA and MATAI. We can supply any quantity in any length. Delivered at Siding Rates. Also all grades of Taupiri Coal, Carbonettes, Westport, Newcastle and Coke. xyxy=(662,414,783,485)
paragraph: BORHAM'S RADIO SERVICE, LTD., Grand Hotel Buildings, The Square, Phones 7603 and 6591. xyxy=(668,1145,777,1196)
ad-gm-simes: G. M. SIMES, S.CH. xyxy=(932,1380,1050,1419)
caption: HOSING OF GARDENS. xyxy=(672,56,773,66)
paragraph: Per Press Association. NELSON, Jan. 18. The final day of the junior and intermediate swimming championships commenced this morning with heats in four events. In the 50 yards junior girls' breaststroke M. Stewart (Otago) registered 40 4-5sec., only two-fifths of a second outside the New Zealand record. xyxy=(151,1424,268,1555)
classified-ad: WANTED to sell, Baby Austin, good order, or exchange for heavier car. Address "Standard." xyxy=(794,151,914,191)
headline-extreme-heat: EXTREME HEAT. xyxy=(559,138,629,168)
caption: LONDON QUOTATIONS. xyxy=(670,1498,775,1508)
paragraph: 4000 wether lambs, 2400 b.f. lambs, 500 ewe lambs, 200 2-th wethers, 350 2-th ewes. xyxy=(540,84,648,124)
paragraph: Inquiries made at a private hospital to-day elicited the information that Mr C. S. Phair, who was seriously injured in the triple motor collision at Rangiotu about midnight on Sunday, is not as yet showing signs of improvement, although he passed a fair night. xyxy=(279,97,399,207)
paragraph: (From Our Own Correspondent.) KOPANE, Jan. 17. The Kopane School tennis courts were the venue of a match on Saturday between the Kopane Tennis Club and a team from Rongotea. Kopane won by 11 sets to 7. xyxy=(662,1368,783,1458)
paragraph: Messrs Thompson and G. McDonald, who also sustained injuries, are still on the seriously ill list. xyxy=(279,290,399,331)
paragraph: Kowhai Cricket Club.—Misses Judy Christian (captain), Sheila Heath, Louie McKenzie, Marie Mullanguer, Daisy Kingkheer, Aileen Gardiner, Janthe Christian, Maurice Hicken, Teresa Dalton, Josephine Christian, Peggy O'Neill and Betty Miller. xyxy=(279,1047,399,1148)
headline-bulls: BULLS. xyxy=(55,2321,109,2336)
paragraph: "They excelled in all the arts — tackling, running, handling and general team-work were outstanding, and everything was done with the precision of a machine, thus demonstrating the results of the early and intensive training. xyxy=(24,2089,140,2190)
subhead: MAIRE, RATA AND MATAI. xyxy=(677,390,768,412)
